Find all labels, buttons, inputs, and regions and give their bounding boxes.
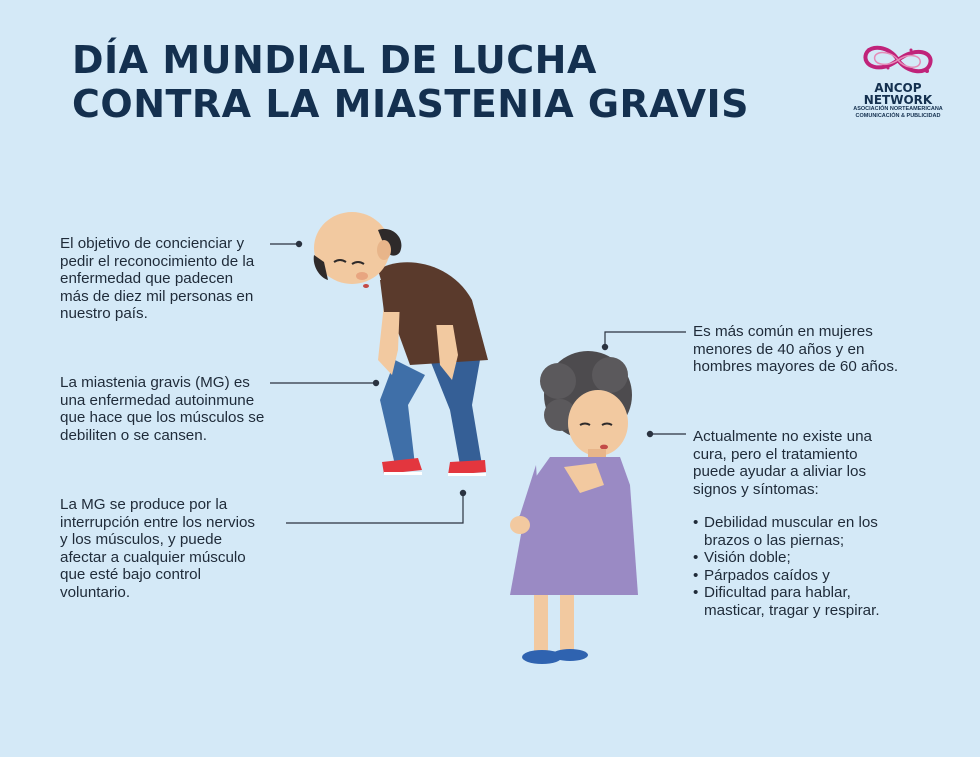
title-line-2: CONTRA LA MIASTENIA GRAVIS bbox=[72, 82, 750, 126]
elderly-man-illustration bbox=[300, 200, 500, 490]
text-line: Actualmente no existe una bbox=[693, 428, 872, 445]
text-line: menores de 40 años y en bbox=[693, 340, 865, 358]
text-line: Es más común en mujeres bbox=[693, 323, 873, 340]
text-line: afectar a cualquier músculo bbox=[60, 548, 246, 566]
text-line: masticar, tragar y respirar. bbox=[704, 601, 880, 619]
text-line: • Visión doble; bbox=[704, 549, 791, 566]
text-line: nuestro país. bbox=[60, 305, 148, 322]
left-paragraph-cause bbox=[60, 496, 255, 601]
text-line: y los músculos, y puede bbox=[60, 531, 223, 548]
text-line: puede ayudar a aliviar los bbox=[693, 463, 867, 480]
right-paragraph-prevalence bbox=[693, 323, 898, 376]
text-line: hombres mayores de 60 años. bbox=[693, 358, 899, 375]
right-paragraph-treatment bbox=[693, 428, 880, 619]
logo-subtitle-line-2: COMUNICACIÓN & PUBLICIDAD bbox=[855, 112, 941, 119]
text-line: que esté bajo control bbox=[60, 566, 202, 583]
left-paragraph-awareness bbox=[60, 235, 254, 323]
text-line: pedir el reconocimiento de la bbox=[60, 252, 255, 270]
left-paragraph-definition bbox=[60, 374, 264, 444]
logo-brand-line-1: ANCOP bbox=[874, 81, 922, 95]
text-line: una enfermedad autoinmune bbox=[60, 391, 255, 409]
text-line: cura, pero el tratamiento bbox=[693, 445, 858, 463]
text-line: signos y síntomas: bbox=[693, 480, 819, 498]
text-line: interrupción entre los nervios bbox=[60, 513, 256, 531]
text-line: voluntario. bbox=[60, 583, 131, 601]
text-line: más de diez mil personas en bbox=[60, 287, 254, 305]
text-line: que hace que los músculos se bbox=[60, 409, 265, 426]
list-item bbox=[693, 584, 880, 619]
text-line: La MG se produce por la bbox=[60, 496, 228, 513]
list-item bbox=[693, 567, 880, 585]
elderly-woman-illustration bbox=[500, 345, 660, 675]
text-line: enfermedad que padecen bbox=[60, 270, 234, 287]
logo-brand-line-2: NETWORK bbox=[863, 93, 933, 107]
text-line: El objetivo de concienciar y bbox=[60, 235, 245, 252]
text-line: debiliten o se cansen. bbox=[60, 426, 207, 444]
text-line: • Debilidad muscular en los bbox=[704, 514, 878, 531]
text-line: • Párpados caídos y bbox=[704, 566, 830, 584]
logo-subtitle-line-1: ASOCIACIÓN NORTEAMERICANA bbox=[853, 106, 943, 112]
symptoms-list bbox=[693, 514, 880, 619]
text-line: • Dificultad para hablar, bbox=[704, 584, 851, 601]
text-line: La miastenia gravis (MG) es bbox=[60, 374, 250, 391]
text-line: brazos o las piernas; bbox=[704, 531, 845, 549]
list-item bbox=[693, 514, 880, 549]
list-item bbox=[693, 549, 880, 567]
title-line-1: DÍA MUNDIAL DE LUCHA bbox=[72, 38, 597, 82]
